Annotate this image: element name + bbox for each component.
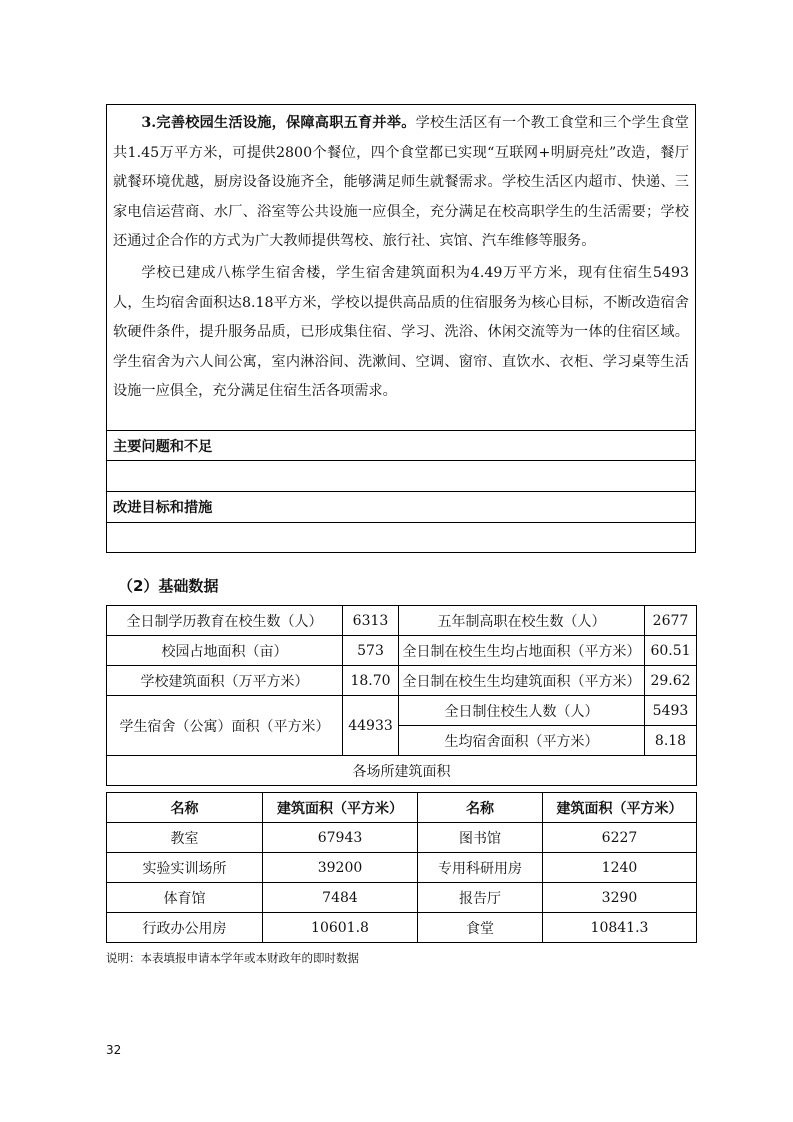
cell-area: 3290 xyxy=(543,883,697,913)
cell-label: 全日制在校生生均占地面积（平方米） xyxy=(399,636,645,666)
cell-area: 7484 xyxy=(263,883,418,913)
cell-label: 全日制在校生生均建筑面积（平方米） xyxy=(399,666,645,696)
table-row xyxy=(107,853,697,883)
cell-label: 全日制学历教育在校生数（人） xyxy=(107,606,343,636)
dorm-value: 44933 xyxy=(343,696,399,756)
cell-value: 5493 xyxy=(645,696,697,726)
paragraph-lead: 3.完善校园生活设施，保障高职五育并举。 xyxy=(141,115,416,131)
table-row xyxy=(107,913,697,943)
cell-label: 生均宿舍面积（平方米） xyxy=(399,726,645,756)
cell-value: 8.18 xyxy=(645,726,697,756)
cell-value: 29.62 xyxy=(645,666,697,696)
table-row xyxy=(107,606,697,636)
paragraph-dorm: 学校已建成八栋学生宿舍楼，学生宿舍建筑面积为4.49万平方米，现有住宿生5493人，生均宿舍面积达8.18平方米，学校以提供高品质的住宿服务为核心目标，不断改造宿舍软硬件条件，提升服务品质，已形成集住宿、学习、洗浴、休闲交流等为一体的住宿区域。学生宿舍为六人间公寓，室内淋浴间、洗漱间、空调、窗帘、直饮水、衣柜、学习桌等生活设施一应俱全，充分满足住宿生活各项需求。 xyxy=(113,265,689,399)
table-note: 说明：本表填报申请本学年或本财政年的即时数据 xyxy=(106,951,359,965)
cell-name: 食堂 xyxy=(418,913,543,943)
cell-label: 校园占地面积（亩） xyxy=(107,636,343,666)
cell-name: 报告厅 xyxy=(418,883,543,913)
cell-name: 行政办公用房 xyxy=(107,913,263,943)
basic-data-heading: （2）基础数据 xyxy=(118,577,219,595)
cell-area: 1240 xyxy=(543,853,697,883)
cell-value: 18.70 xyxy=(343,666,399,696)
dorm-label: 学生宿舍（公寓）面积（平方米） xyxy=(107,696,343,756)
improve-row xyxy=(107,491,695,522)
paragraph-canteen xyxy=(113,109,689,257)
areas-title: 各场所建筑面积 xyxy=(107,756,697,786)
cell-area: 10601.8 xyxy=(263,913,418,943)
problems-row xyxy=(107,430,695,461)
cell-name: 专用科研用房 xyxy=(418,853,543,883)
column-header: 名称 xyxy=(418,793,543,823)
cell-area: 39200 xyxy=(263,853,418,883)
improve-content-row xyxy=(107,522,695,553)
cell-label: 学校建筑面积（万平方米） xyxy=(107,666,343,696)
column-header: 名称 xyxy=(107,793,263,823)
cell-value: 2677 xyxy=(645,606,697,636)
column-header: 建筑面积（平方米） xyxy=(263,793,418,823)
table-row xyxy=(107,696,697,726)
problems-label: 主要问题和不足 xyxy=(113,439,213,455)
cell-value: 573 xyxy=(343,636,399,666)
problems-content-row xyxy=(107,460,695,491)
paragraph-canteen-text: 学校生活区有一个教工食堂和三个学生食堂共1.45万平方米，可提供2800个餐位，四个食堂都已实现“互联网+明厨亮灶”改造，餐厅就餐环境优越，厨房设备设施齐全，能够满足师生就餐需求。学校生活区内超市、快递、三家电信运营商、水厂、浴室等公共设施一应俱全，充分满足在校高职学生的生活需要；学校还通过企合作的方式为广大教师提供驾校、旅行社、宾馆、汽车维修等服务。 xyxy=(113,115,689,249)
cell-label: 五年制高职在校生数（人） xyxy=(399,606,645,636)
cell-label: 全日制住校生人数（人） xyxy=(399,696,645,726)
cell-value: 60.51 xyxy=(645,636,697,666)
improve-label: 改进目标和措施 xyxy=(113,500,213,516)
narrative-box xyxy=(106,104,696,553)
cell-area: 10841.3 xyxy=(543,913,697,943)
table-row xyxy=(107,666,697,696)
table-row xyxy=(107,883,697,913)
page-number: 32 xyxy=(106,1043,122,1057)
cell-name: 体育馆 xyxy=(107,883,263,913)
cell-area: 6227 xyxy=(543,823,697,853)
cell-name: 教室 xyxy=(107,823,263,853)
cell-name: 图书馆 xyxy=(418,823,543,853)
cell-area: 67943 xyxy=(263,823,418,853)
table-row xyxy=(107,756,697,786)
table-row xyxy=(107,636,697,666)
column-header: 建筑面积（平方米） xyxy=(543,793,697,823)
cell-value: 6313 xyxy=(343,606,399,636)
basic-data-table xyxy=(106,605,697,786)
areas-table xyxy=(106,792,697,943)
table-header-row xyxy=(107,793,697,823)
table-row xyxy=(107,823,697,853)
cell-name: 实验实训场所 xyxy=(107,853,263,883)
